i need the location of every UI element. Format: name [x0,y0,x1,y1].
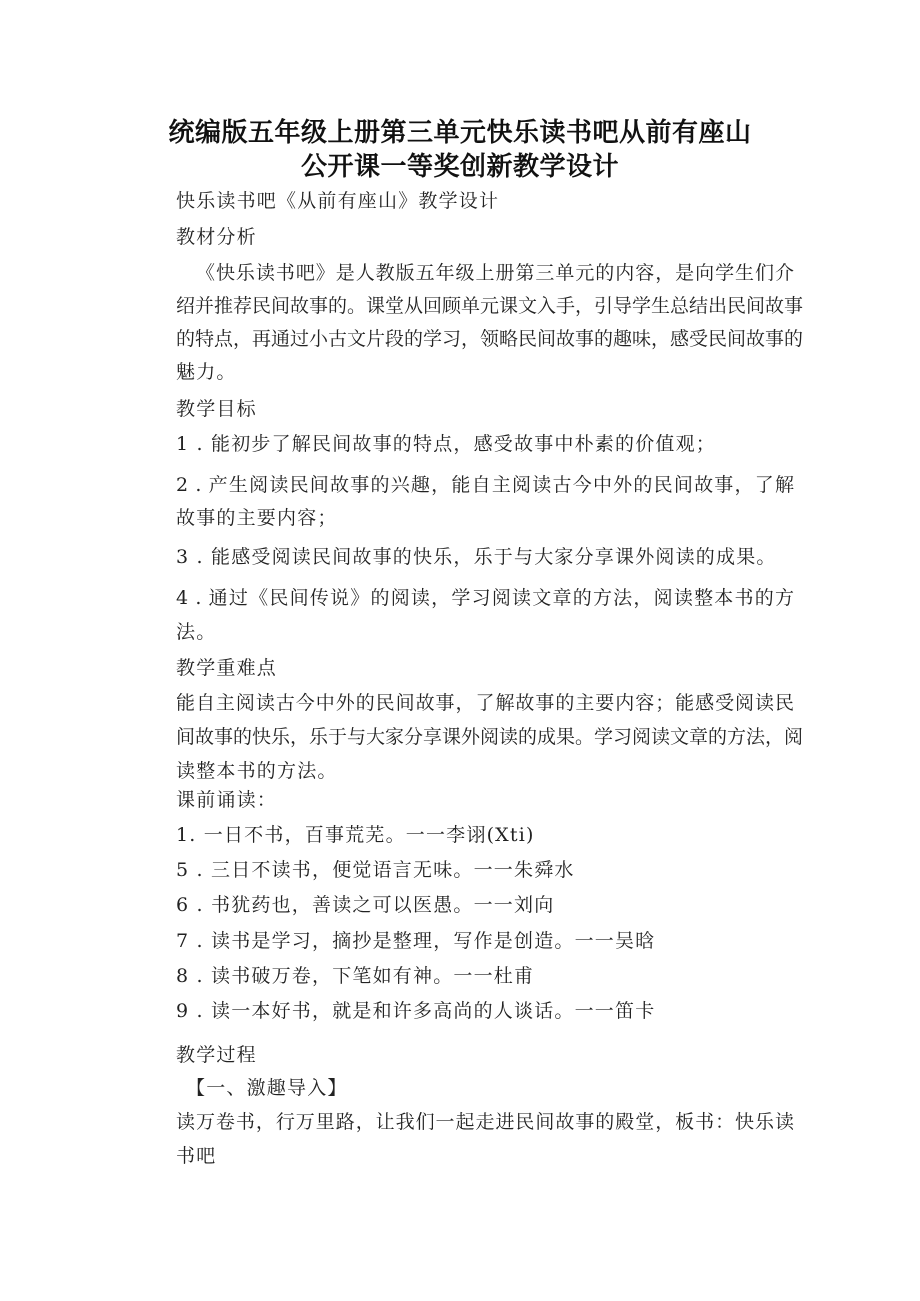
section-heading-process: 教学过程 [176,1044,257,1066]
analysis-line-1: 《快乐读书吧》是人教版五年级上册第三单元的内容，是向学生们介 [196,262,794,284]
analysis-line-3: 的特点，再通过小古文片段的学习，领略民间故事的趣味，感受民间故事的 [176,328,804,350]
goal-item-1: 1 . 能初步了解民间故事的特点，感受故事中朴素的价值观； [176,433,717,455]
section-heading-key-points: 教学重难点 [176,657,278,679]
goal-item-4-line-1: 4 . 通过《民间传说》的阅读，学习阅读文章的方法，阅读整本书的方 [176,587,794,609]
section-heading-goals: 教学目标 [176,398,257,420]
analysis-line-2: 绍并推荐民间故事的。课堂从回顾单元课文入手，引导学生总结出民间故事 [176,295,804,317]
goal-item-4-line-2: 法。 [176,621,217,643]
process-step-1-line-2: 书吧 [176,1145,217,1167]
recitation-item: 7 . 读书是学习，摘抄是整理，写作是创造。一一吴晗 [176,930,656,952]
recitation-item: 9 . 读一本好书，就是和许多高尚的人谈话。一一笛卡 [176,1000,656,1022]
process-step-1-line-1: 读万卷书，行万里路，让我们一起走进民间故事的殿堂，板书：快乐读 [176,1111,794,1133]
document-title-line-2: 公开课一等奖创新教学设计 [300,152,619,182]
goal-item-3: 3 . 能感受阅读民间故事的快乐，乐于与大家分享课外阅读的成果。 [176,546,777,568]
key-points-line-2: 间故事的快乐，乐于与大家分享课外阅读的成果。学习阅读文章的方法，阅 [176,726,804,748]
document-title-line-1: 统编版五年级上册第三单元快乐读书吧从前有座山 [168,118,752,148]
key-points-line-1: 能自主阅读古今中外的民间故事，了解故事的主要内容；能感受阅读民 [176,692,794,714]
recitation-item: 8 . 读书破万卷，下笔如有神。一一杜甫 [176,965,535,987]
document-subtitle: 快乐读书吧《从前有座山》教学设计 [176,190,500,212]
goal-item-2-line-2: 故事的主要内容； [176,507,338,529]
process-step-1-heading: 【一、激趣导入】 [186,1077,348,1099]
section-heading-analysis: 教材分析 [176,226,257,248]
section-heading-recitation: 课前诵读： [176,789,278,811]
analysis-line-4: 魅力。 [176,361,237,383]
goal-item-2-line-1: 2 . 产生阅读民间故事的兴趣，能自主阅读古今中外的民间故事，了解 [176,474,794,496]
recitation-item: 5 . 三日不读书，便觉语言无味。一一朱舜水 [176,859,575,881]
recitation-item: 6 . 书犹药也，善读之可以医愚。一一刘向 [176,894,555,916]
key-points-line-3: 读整本书的方法。 [176,760,338,782]
recitation-item: 1. 一日不书，百事荒芜。一一李诩(Xti) [176,824,535,846]
